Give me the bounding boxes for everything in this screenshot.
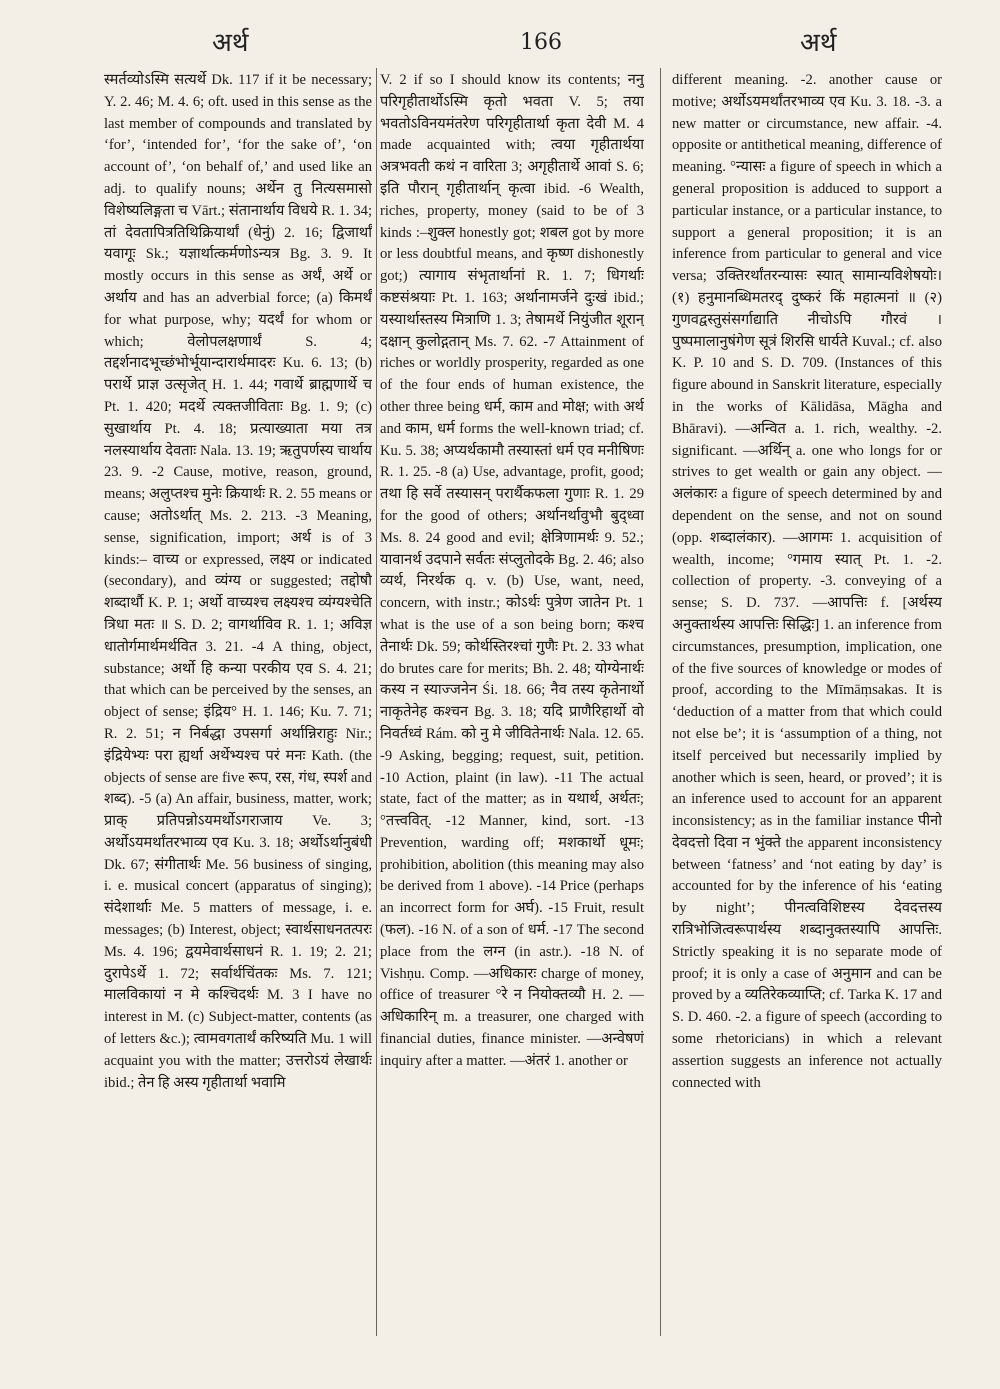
page-number: 166 <box>520 30 562 55</box>
column-1-text: स्मर्तव्योऽस्मि सत्यर्थे Dk. 117 if it be necessary; Y. 2. 46; M. 4. 6; oft. used in this sense as the last member of compounds and translated by ‘for’, ‘intended for’, ‘for the sake of’, ‘on account of’, ‘on behalf of,’ and used like an adj. to qualify nouns; अर्थेन तु नित्यसमासो विशेष्यलिङ्गता च Vārt.; संतानार्थाय विधये R. 1. 34; तां देवतापित्रतिथिक्रियार्थां (धेनुं) 2. 16; द्विजार्थां यवागूः Sk.; यज्ञार्थात्कर्मणोऽन्यत्र Bg. 3. 9. It mostly occurs in this sense as अर्थं, अर्थे or अर्थाय and has an adverbial force; (a) किमर्थं for what purpose, why; यदर्थं for whom or which; वेलोपलक्षणार्थं S. 4; तद्दर्शनादभूच्छंभोर्भूयान्दारार्थमादरः Ku. 6. 13; (b) परार्थे प्राज्ञ उत्सृजेत् H. 1. 44; गवार्थे ब्राह्मणार्थे च Pt. 1. 420; मदर्थे त्यक्तजीविताः Bg. 1. 9; (c) सुखार्थाय Pt. 4. 18; प्रत्याख्याता मया तत्र नलस्यार्थाय देवताः Nala. 13. 19; ऋतुपर्णस्य चार्थाय 23. 9. -2 Cause, motive, reason, ground, means; अलुप्तश्च मुनेः क्रियार्थः R. 2. 55 means or cause; अतोऽर्थात् Ms. 2. 213. -3 Meaning, sense, signification, import; अर्थ is of 3 kinds:– वाच्य or expressed, लक्ष्य or indicated (secondary), and व्यंग्य or suggested; तद्दोषौ शब्दार्थौ K. P. 1; अर्थो वाच्यश्च लक्ष्यश्च व्यंग्यश्चेति त्रिधा मतः ॥ S. D. 2; वागर्थाविव R. 1. 1; अविज्ञ धातोर्गमार्थमर्थवित 3. 21. -4 A thing, object, substance; अर्थो हि कन्या परकीय एव S. 4. 21; that which can be perceived by the senses, an object of sense; इंद्रिय° H. 1. 146; Ku. 7. 71; R. 2. 51; न निर्बद्धा उपसर्गा अर्थान्निराहुः Nir.; इंद्रियेभ्यः परा ह्यर्था अर्थेभ्यश्च परं मनः Kath. (the objects of sense are five रूप, रस, गंध, स्पर्श and शब्द). -5 (a) An affair, business, matter, work; प्राक् प्रतिपन्नोऽयमर्थोऽगराजाय Ve. 3; अर्थोऽयमर्थांतरभाव्य एव Ku. 3. 18; अर्थोऽर्थानुबंधी Dk. 67; संगीतार्थः Me. 56 business of singing, i. e. musical concert (apparatus of singing); संदेशार्थाः Me. 5 matters of message, i. e. messages; (b) Interest, object; स्वार्थसाधनतत्परः Ms. 4. 196; द्वयमेवार्थसाधनं R. 1. 19; 2. 21; दुरापेऽर्थे 1. 72; सर्वार्थचिंतकः Ms. 7. 121; मालविकायां न मे कश्चिदर्थः M. 3 I have no interest in M. (c) Subject-matter, contents (as of letters &c.); त्वामवगतार्थं करिष्यति Mu. 1 will acquaint you with the matter; उत्तरोऽयं लेखार्थः ibid.; तेन हि अस्य गृहीतार्था भवामि <box>104 72 372 1091</box>
header-left-word: अर्थ <box>212 28 249 58</box>
column-rule-1 <box>376 68 377 1336</box>
column-2-text: V. 2 if so I should know its contents; ननु परिगृहीतार्थोऽस्मि कृतो भवता V. 5; तया भवतोऽविनयमंतरेण परिगृहीतार्था कृता देवी M. 4 made acquainted with; त्वया गृहीतार्थया अत्रभवती कथं न वारिता 3; अगृहीतार्थे आवां S. 6; इति पौरान् गृहीतार्थान् कृत्वा ibid. -6 Wealth, riches, property, money (said to be of 3 kinds :–शुक्ल honestly got; शबल got by more or less doubtful means, and कृष्ण dishonestly got;) त्यागाय संभृतार्थानां R. 1. 7; धिगर्थाः कष्टसंश्रयाः Pt. 1. 163; अर्थानामर्जने दुःखं ibid.; यस्यार्थास्तस्य मित्राणि 1. 3; तेषामर्थे नियुंजीत शूरान् दक्षान् कुलोद्गतान् Ms. 7. 62. -7 Attainment of riches or worldly prosperity, regarded as one of the four ends of human existence, the other three being धर्म, काम and मोक्ष; with अर्थ and काम, धर्म forms the well-known triad; cf. Ku. 5. 38; अप्यर्थकामौ तस्यास्तां धर्म एव मनीषिणः R. 1. 25. -8 (a) Use, advantage, profit, good; तथा हि सर्वे तस्यासन् परार्थैकफला गुणाः R. 1. 29 for the good of others; अर्थानर्थावुभौ बुद्ध्वा Ms. 8. 24 good and evil; क्षेत्रिणामर्थः 9. 52.; यावानर्थ उदपाने सर्वतः संप्लुतोदके Bg. 2. 46; also व्यर्थ, निरर्थक q. v. (b) Use, want, need, concern, with instr.; कोऽर्थः पुत्रेण जातेन Pt. 1 what is the use of a son being born; कश्च तेनार्थः Dk. 59; कोर्थस्तिरश्चां गुणैः Pt. 2. 33 what do brutes care for merits; Bh. 2. 48; योग्येनार्थः कस्य न स्याज्जनेन Śi. 18. 66; नैव तस्य कृतेनार्थो नाकृतेनेह कश्चन Bg. 3. 18; यदि प्राणैरिहार्थो वो निवर्तध्वं Rám. को नु मे जीवितेनार्थः Nala. 12. 65. -9 Asking, begging; request, suit, petition. -10 Action, plaint (in law). -11 The actual state, fact of the matter; as in यथार्थ, अर्थतः; °तत्त्ववित्. -12 Manner, kind, sort. -13 Prevention, warding off; मशकार्थो धूमः; prohibition, abolition (this meaning may also be derived from 1 above). -14 Price (perhaps an incorrect form for अर्घ). -15 Fruit, result (फल). -16 N. of a son of धर्म. -17 The second place from the लग्न (in astr.). -18 N. of Vishṇu. Comp. —अधिकारः charge of money, office of treasurer °रे न नियोक्तव्यौ H. 2. —अधिकारिन् m. a treasurer, one charged with financial duties, finance minister. —अन्वेषणं inquiry after a matter. —अंतरं 1. another or <box>380 72 644 1069</box>
header-right-word: अर्थ <box>800 28 837 58</box>
column-3-text: different meaning. -2. another cause or motive; अर्थोऽयमर्थांतरभाव्य एव Ku. 3. 18. -3. a new matter or circumstance, new affair. -4. opposite or antithetical meaning, difference of meaning. °न्यासः a figure of speech in which a general proposition is adduced to support a particular instance, or a particular instance, to support a general proposition; it is an inference from particular to general and vice versa; उक्तिरर्थांतरन्यासः स्यात् सामान्यविशेषयोः। (१) हनुमानब्धिमतरद् दुष्करं किं महात्मनां ॥ (२) गुणवद्वस्तुसंसर्गाद्याति नीचोऽपि गौरवं । पुष्पमालानुषंगेण सूत्रं शिरसि धार्यते Kuval.; cf. also K. P. 10 and S. D. 709. (Instances of this figure abound in Sanskrit literature, especially in the works of Kālidāsa, Māgha and Bhāravi). —अन्वित a. 1. rich, wealthy. -2. significant. —अर्थिन् a. one who longs for or strives to get wealth or gain any object. —अलंकारः a figure of speech determined by and dependent on the sense, and not on sound (opp. शब्दालंकार). —आगमः 1. acquisition of wealth, income; °गमाय स्यात् Pt. 1. -2. collection of property. -3. conveying of a sense; S. D. 737. —आपत्तिः f. [अर्थस्य अनुक्तार्थस्य आपत्तिः सिद्धिः] 1. an inference from circumstances, presumption, implication, one of the five sources of knowledge or modes of proof, according to the Mīmāṃsakas. It is ‘deduction of a matter from that which could not else be’; it is ‘assumption of a thing, not itself perceived but necessarily implied by another which is seen, heard, or proved’; it is an inference used to account for an apparent inconsistency; as in the familiar instance पीनो देवदत्तो दिवा न भुंक्ते the apparent inconsistency between ‘fatness’ and ‘not eating by day’ is accounted for by the inference of his ‘eating by night’; पीनत्वविशिष्टस्य देवदत्तस्य रात्रिभोजित्वरूपार्थस्य शब्दानुक्तस्यापि आपत्तिः. Strictly speaking it is no separate mode of proof; it is only a case of अनुमान and can be proved by a व्यतिरेकव्याप्ति; cf. Tarka K. 17 and S. D. 460. -2. a figure of speech (according to some rhetoricians) in which a relevant assertion suggests an inference not actually connected with <box>672 72 942 1091</box>
column-rule-2 <box>660 68 661 1336</box>
text-column-1 <box>104 70 372 1370</box>
text-column-2 <box>380 70 644 1370</box>
text-column-3 <box>672 70 942 1370</box>
